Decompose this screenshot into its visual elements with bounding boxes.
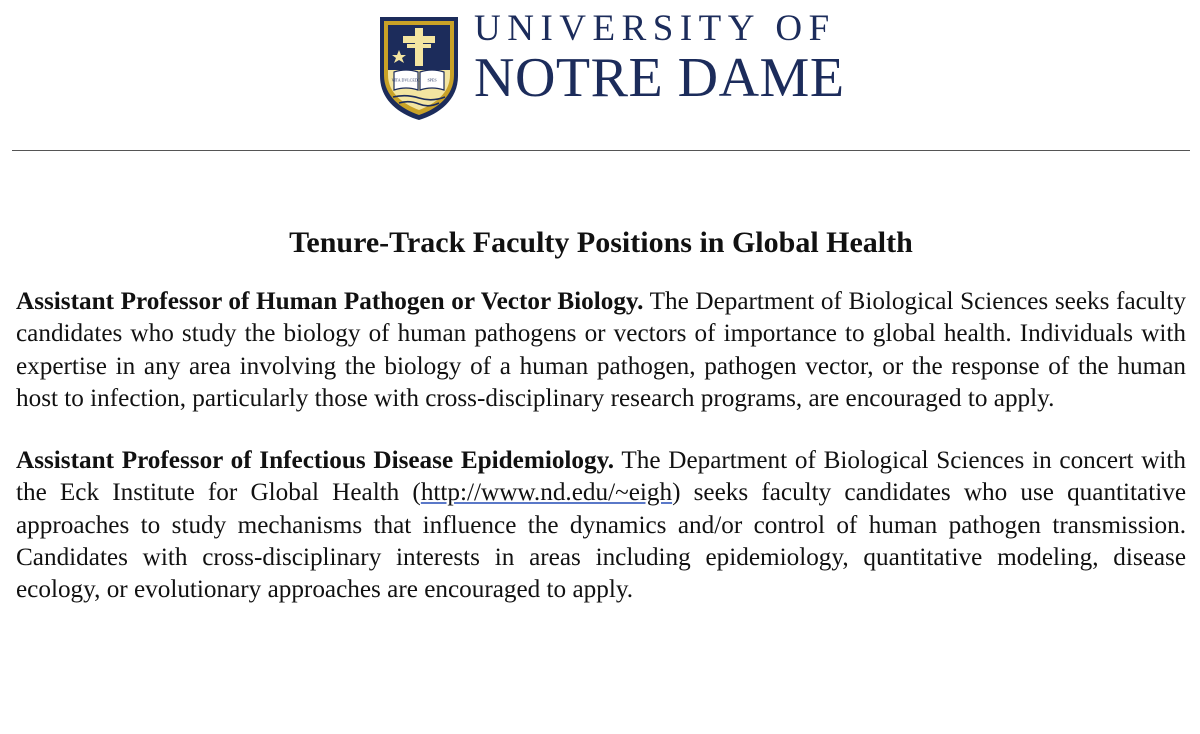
position-description-epidemiology-part1: The Department of Biological Sciences in concert with the Eck Institute for Global Health ( — [16, 447, 1186, 507]
logo-line-university-of: UNIVERSITY OF — [474, 8, 836, 49]
logo-line-notre-dame: NOTRE DAME — [474, 47, 845, 109]
position-heading-pathogen-biology: Assistant Professor of Human Pathogen or Vector Biology. — [16, 288, 644, 315]
document-body — [16, 221, 1186, 637]
position-paragraph-epidemiology — [16, 445, 1186, 606]
university-wordmark — [474, 8, 845, 109]
position-description-epidemiology-part2: ) seeks faculty candidates who use quantitative approaches to study mechanisms that influence the dynamics and/or control of human pathogen transmission. Candidates with cross-disciplinary interests in areas including epidemiology, quantitative modeling, disease ecology, or evolutionary approaches are encouraged to apply. — [16, 479, 1186, 604]
position-paragraph-pathogen-biology — [16, 286, 1186, 415]
eck-institute-link[interactable]: http://www.nd.edu/~eigh — [420, 479, 673, 507]
seal-book-left-text: VITA DVLCEDO — [391, 77, 421, 83]
position-description-pathogen-biology: The Department of Biological Sciences seeks faculty candidates who study the biology of human pathogens or vectors of importance to global health. Individuals with expertise in any area involving the biology of a human pathogen, pathogen vector, or the response of the human host to infection, particularly those with cross-disciplinary research programs, are encouraged to apply. — [16, 288, 1186, 412]
university-seal-icon — [377, 14, 461, 122]
seal-book-right-text: SPES — [427, 77, 437, 83]
header-divider — [12, 150, 1190, 151]
letterhead — [0, 0, 1200, 150]
document-title: Tenure-Track Faculty Positions in Global Health — [289, 226, 913, 259]
position-heading-epidemiology: Assistant Professor of Infectious Disease Epidemiology. — [16, 447, 615, 475]
